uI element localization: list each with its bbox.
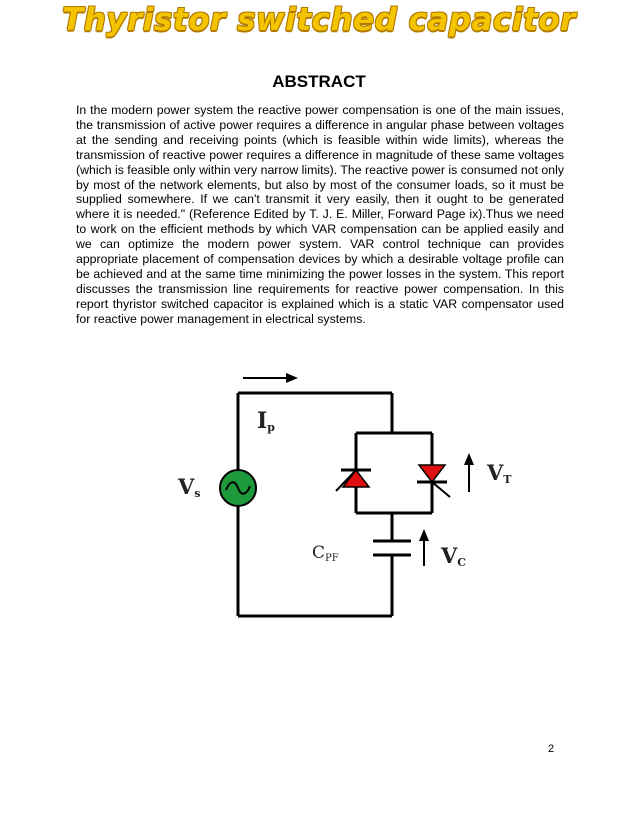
capacitor-label: CPF xyxy=(312,543,339,564)
page-number: 2 xyxy=(548,743,555,755)
current-label: Ip xyxy=(257,408,275,434)
capacitor-icon xyxy=(373,541,411,555)
vc-arrow xyxy=(419,529,429,566)
current-direction-arrow xyxy=(243,373,298,383)
abstract-heading: ABSTRACT xyxy=(272,72,366,91)
vt-arrow xyxy=(464,453,474,492)
ac-source-icon xyxy=(220,470,256,506)
thyristor-voltage-label: VT xyxy=(487,460,512,486)
capacitor-voltage-label: VC xyxy=(441,543,467,569)
abstract-text: In the modern power system the reactive power compensation is one of the main issues, the transmission of active power requires a difference in angular phase between voltages at the sending and receiving points (which is feasible within wide limits), whereas the transmission of reactive power requires a difference in magnitude of these same voltages (which is feasible only within very narrow limits). The reactive power is consumed not only by most of the network elements, but also by most of the consumer loads, so it must be supplied somewhere. If we can't transmit it very easily, then it ought to be generated where it is needed." (Reference Edited by T. J. E. Miller, Forward Page ix).Thus we need to work on the efficient methods by which VAR compensation can be applied easily and we can optimize the modern power system. VAR control technique can provides appropriate placement of compensation devices by which a desirable voltage profile can be achieved and at the same time minimizing the power losses in the system. This report discusses the transmission line requirements for reactive power compensation. In this report thyristor switched capacitor is explained which is a static VAR compensator used for reactive power management in electrical systems. xyxy=(76,103,564,326)
page-title: Thyristor switched capacitor xyxy=(62,2,576,38)
thyristor-left-icon xyxy=(336,470,371,491)
source-voltage-label: Vs xyxy=(178,474,201,500)
